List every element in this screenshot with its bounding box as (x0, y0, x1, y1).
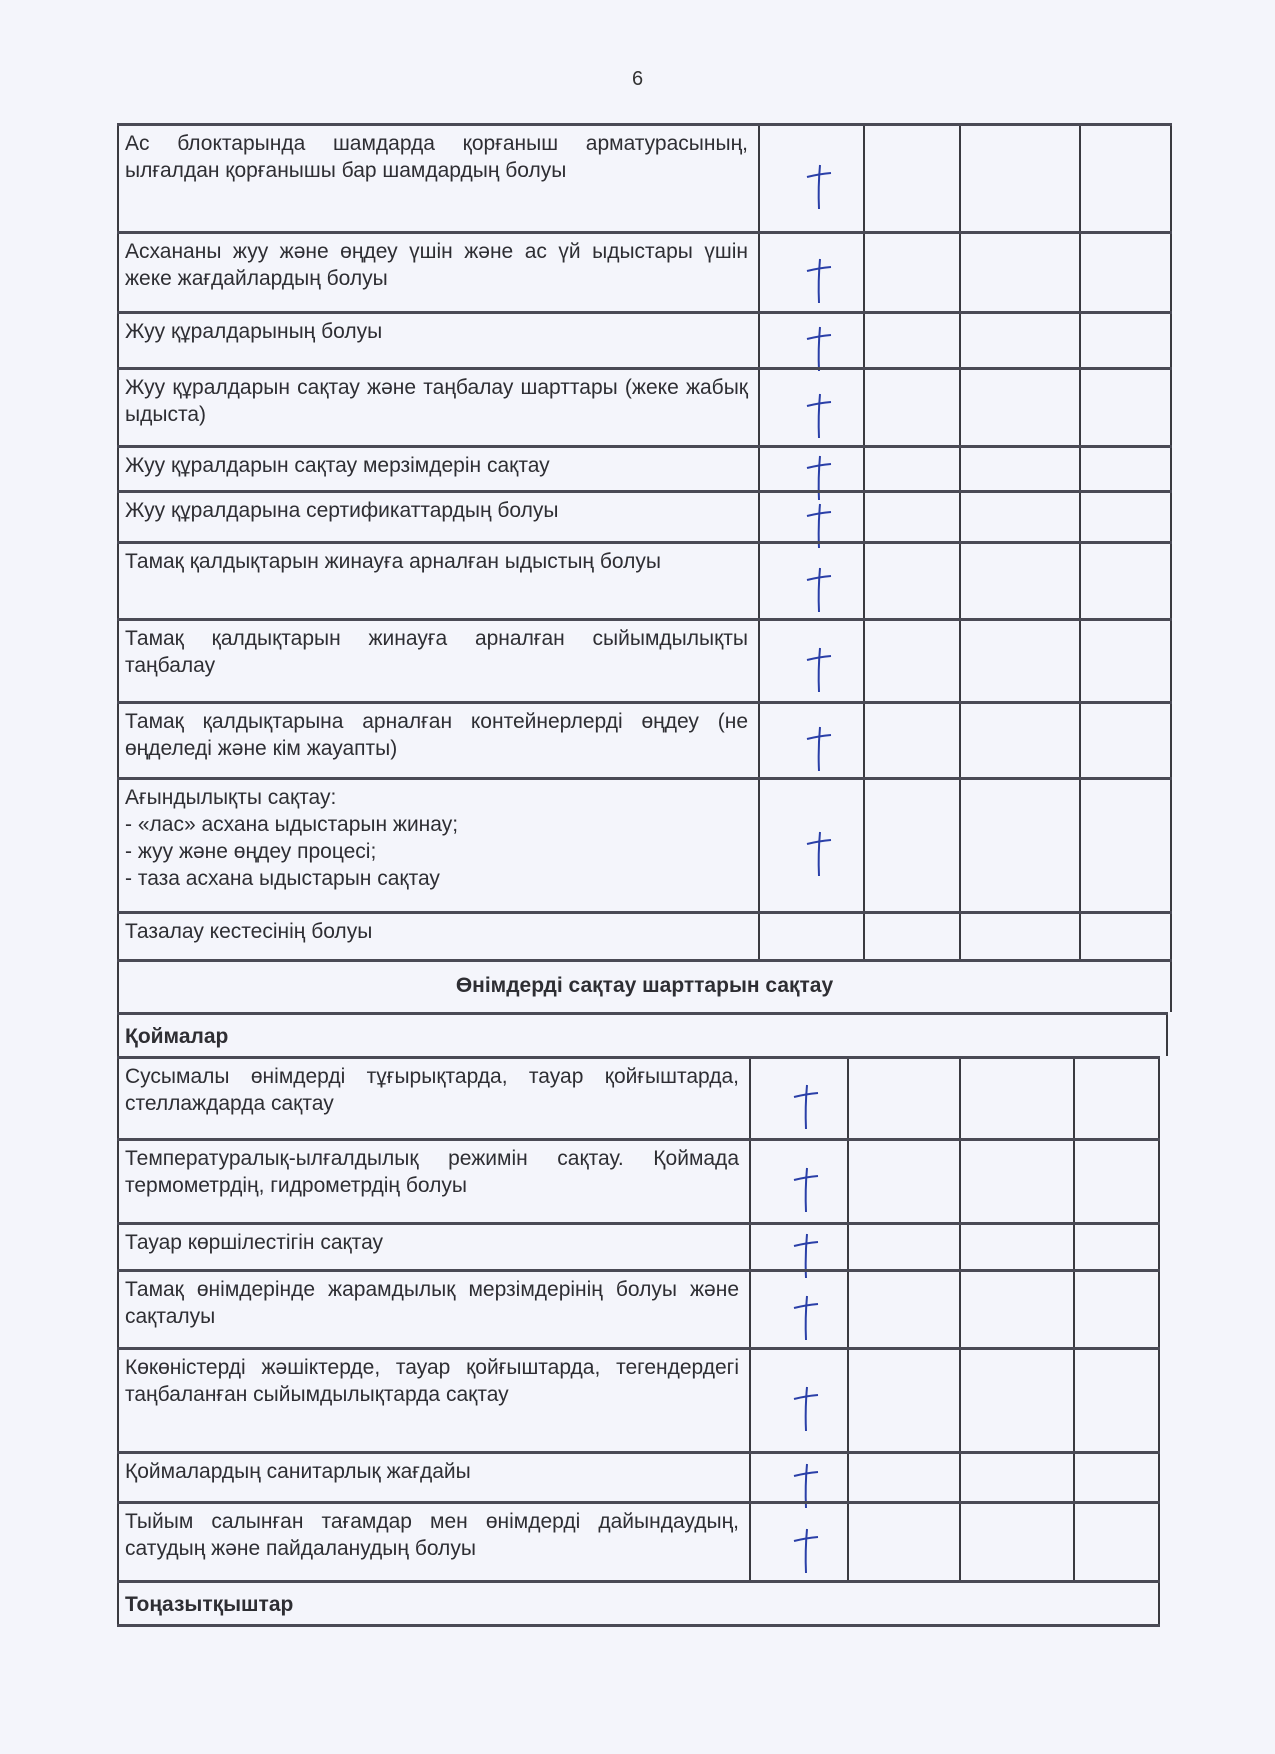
handwritten-plus-mark (788, 1525, 824, 1575)
subheader-warehouses-row (117, 1012, 1168, 1056)
answer-cell-3[interactable] (959, 704, 1079, 777)
answer-cell-3[interactable] (959, 1272, 1073, 1347)
answer-cell-4[interactable] (1073, 1350, 1160, 1451)
column-divider (117, 1350, 119, 1451)
answer-cell-4[interactable] (1073, 1225, 1160, 1269)
table-row (117, 231, 1172, 311)
answer-cell-3[interactable] (959, 314, 1079, 367)
handwritten-plus-mark (801, 390, 837, 440)
table-row (117, 618, 1172, 701)
column-divider (117, 370, 119, 445)
subheader-refrigerators: Тоңазытқыштар (125, 1593, 294, 1616)
answer-cell-4[interactable] (1079, 448, 1172, 490)
column-divider (117, 126, 119, 231)
requirement-text: Қоймалардың санитарлық жағдайы (125, 1460, 471, 1483)
answer-cell-2[interactable] (863, 704, 959, 777)
requirement-text: Сусымалы өнімдерді тұғырықтарда, тауар қойғыштарда, стеллаждарда сақтау (125, 1065, 739, 1115)
answer-cell-1[interactable] (749, 1272, 847, 1347)
answer-cell-2[interactable] (863, 621, 959, 701)
requirement-text: Тамақ қалдықтарын жинауға арналған ыдыстың болуы (125, 550, 661, 573)
answer-cell-1[interactable] (758, 314, 863, 367)
answer-cell-4[interactable] (1073, 1141, 1160, 1222)
requirement-text: Температуралық-ылғалдылық режимін сақтау. Қоймада термометрдің, гидрометрдің болуы (125, 1147, 739, 1197)
column-divider (117, 704, 119, 777)
requirement-text: Тазалау кестесінің болуы (125, 920, 373, 943)
column-divider (117, 1454, 119, 1501)
answer-cell-4[interactable] (1073, 1454, 1160, 1501)
table-row (117, 1056, 1160, 1138)
requirement-text: Жуу құралдарына сертификаттардың болуы (125, 499, 559, 522)
handwritten-plus-mark (788, 1383, 824, 1433)
handwritten-plus-mark (801, 644, 837, 694)
answer-cell-1[interactable] (749, 1225, 847, 1269)
table-row (117, 445, 1172, 490)
answer-cell-2[interactable] (863, 314, 959, 367)
requirement-text: Асхананы жуу және өңдеу үшін және ас үй ыдыстары үшін жеке жағдайлардың болуы (125, 240, 748, 290)
table-border-left (117, 1583, 119, 1624)
answer-cell-3[interactable] (959, 1504, 1073, 1580)
requirement-text: Ас блоктарында шамдарда қорғаныш арматурасының, ылғалдан қорғанышы бар шамдардың болуы (125, 132, 748, 182)
requirement-text: Жуу құралдарын сақтау және таңбалау шарттары (жеке жабық ыдыста) (125, 376, 748, 426)
column-divider (117, 1059, 119, 1138)
answer-cell-2[interactable] (863, 370, 959, 445)
answer-cell-4[interactable] (1079, 370, 1172, 445)
handwritten-plus-mark (801, 723, 837, 773)
answer-cell-2[interactable] (847, 1059, 959, 1138)
answer-cell-4[interactable] (1079, 126, 1172, 231)
answer-cell-1[interactable] (758, 544, 863, 618)
answer-cell-3[interactable] (959, 1350, 1073, 1451)
answer-cell-2[interactable] (863, 493, 959, 541)
answer-cell-3[interactable] (959, 1141, 1073, 1222)
table-row (117, 1451, 1160, 1501)
answer-cell-4[interactable] (1079, 704, 1172, 777)
table-row (117, 490, 1172, 541)
answer-cell-1[interactable] (749, 1504, 847, 1580)
answer-cell-3[interactable] (959, 1225, 1073, 1269)
column-divider (117, 493, 119, 541)
answer-cell-4[interactable] (1079, 234, 1172, 311)
table-row (117, 701, 1172, 777)
answer-cell-4[interactable] (1079, 544, 1172, 618)
column-divider (117, 1272, 119, 1347)
answer-cell-3[interactable] (959, 493, 1079, 541)
answer-cell-2[interactable] (863, 780, 959, 911)
answer-cell-3[interactable] (959, 780, 1079, 911)
column-divider (117, 1141, 119, 1222)
answer-cell-3[interactable] (959, 914, 1079, 959)
requirement-text: Жуу құралдарын сақтау мерзімдерін сақтау (125, 454, 550, 477)
answer-cell-2[interactable] (863, 544, 959, 618)
answer-cell-2[interactable] (847, 1350, 959, 1451)
table-row (117, 1347, 1160, 1451)
page-number: 6 (632, 68, 644, 90)
table-border-left (117, 1015, 119, 1056)
section-header-row (117, 959, 1172, 1012)
table-row (117, 1501, 1160, 1580)
answer-cell-3[interactable] (959, 544, 1079, 618)
section-header: Өнімдерді сақтау шарттарын сақтау (455, 974, 834, 997)
table-row (117, 123, 1172, 231)
table-row (117, 367, 1172, 445)
answer-cell-3[interactable] (959, 234, 1079, 311)
answer-cell-4[interactable] (1079, 621, 1172, 701)
answer-cell-1[interactable] (749, 1350, 847, 1451)
handwritten-plus-mark (788, 1164, 824, 1214)
answer-cell-1[interactable] (758, 704, 863, 777)
handwritten-plus-mark (801, 255, 837, 305)
handwritten-plus-mark (788, 1081, 824, 1131)
requirement-text: Тамақ өнімдерінде жарамдылық мерзімдерінің болуы және сақталуы (125, 1278, 739, 1328)
handwritten-plus-mark (801, 161, 837, 211)
requirement-text: Ағындылықты сақтау: - «лас» асхана ыдыстарын жинау; - жуу және өңдеу процесі; - таза асхана ыдыстарын сақтау (125, 786, 459, 890)
column-divider (117, 914, 119, 959)
subheader-warehouses: Қоймалар (125, 1025, 229, 1048)
table-border-right (1166, 1015, 1168, 1056)
answer-cell-3[interactable] (959, 126, 1079, 231)
answer-cell-1[interactable] (758, 448, 863, 490)
answer-cell-2[interactable] (863, 126, 959, 231)
table-row (117, 911, 1172, 959)
answer-cell-4[interactable] (1073, 1272, 1160, 1347)
table-row (117, 311, 1172, 367)
answer-cell-3[interactable] (959, 448, 1079, 490)
answer-cell-1[interactable] (758, 370, 863, 445)
column-divider (117, 621, 119, 701)
requirement-text: Тауар көршілестігін сақтау (125, 1231, 384, 1254)
column-divider (117, 1504, 119, 1580)
answer-cell-2[interactable] (847, 1141, 959, 1222)
answer-cell-1[interactable] (749, 1059, 847, 1138)
answer-cell-4[interactable] (1079, 493, 1172, 541)
table-row (117, 1138, 1160, 1222)
handwritten-plus-mark (801, 323, 837, 373)
answer-cell-1[interactable] (758, 780, 863, 911)
answer-cell-1[interactable] (749, 1454, 847, 1501)
table-border-right (1158, 1583, 1160, 1624)
answer-cell-1[interactable] (758, 914, 863, 959)
column-divider (117, 780, 119, 911)
answer-cell-2[interactable] (863, 914, 959, 959)
answer-cell-4[interactable] (1079, 780, 1172, 911)
answer-cell-3[interactable] (959, 370, 1079, 445)
table-row (117, 1222, 1160, 1269)
requirement-text: Жуу құралдарының болуы (125, 320, 383, 343)
subheader-refrigerators-row (117, 1580, 1160, 1627)
handwritten-plus-mark (801, 828, 837, 878)
requirement-text: Тамақ қалдықтарын жинауға арналған сыйымдылықты таңбалау (125, 627, 748, 677)
column-divider (117, 544, 119, 618)
answer-cell-4[interactable] (1079, 314, 1172, 367)
column-divider (117, 234, 119, 311)
answer-cell-2[interactable] (863, 234, 959, 311)
requirement-text: Тыйым салынған тағамдар мен өнімдерді дайындаудың, сатудың және пайдаланудың болуы (125, 1510, 739, 1560)
handwritten-plus-mark (801, 564, 837, 614)
answer-cell-4[interactable] (1073, 1059, 1160, 1138)
answer-cell-1[interactable] (758, 126, 863, 231)
answer-cell-2[interactable] (847, 1454, 959, 1501)
answer-cell-2[interactable] (863, 448, 959, 490)
answer-cell-3[interactable] (959, 1059, 1073, 1138)
answer-cell-1[interactable] (749, 1141, 847, 1222)
table-row (117, 1269, 1160, 1347)
answer-cell-1[interactable] (758, 621, 863, 701)
requirement-text: Көкөністерді жәшіктерде, тауар қойғыштарда, тегендердегі таңбаланған сыйымдылықтарда сақтау (125, 1356, 739, 1406)
answer-cell-2[interactable] (847, 1225, 959, 1269)
table-row (117, 541, 1172, 618)
column-divider (117, 314, 119, 367)
requirement-text: Тамақ қалдықтарына арналған контейнерлерді өңдеу (не өңделеді және кім жауапты) (125, 710, 748, 760)
answer-cell-2[interactable] (847, 1272, 959, 1347)
handwritten-plus-mark (788, 1292, 824, 1342)
answer-cell-3[interactable] (959, 1454, 1073, 1501)
answer-cell-1[interactable] (758, 493, 863, 541)
column-divider (117, 1225, 119, 1269)
column-divider (117, 448, 119, 490)
answer-cell-1[interactable] (758, 234, 863, 311)
table-row (117, 777, 1172, 911)
answer-cell-4[interactable] (1079, 914, 1172, 959)
answer-cell-2[interactable] (847, 1504, 959, 1580)
answer-cell-4[interactable] (1073, 1504, 1160, 1580)
answer-cell-3[interactable] (959, 621, 1079, 701)
